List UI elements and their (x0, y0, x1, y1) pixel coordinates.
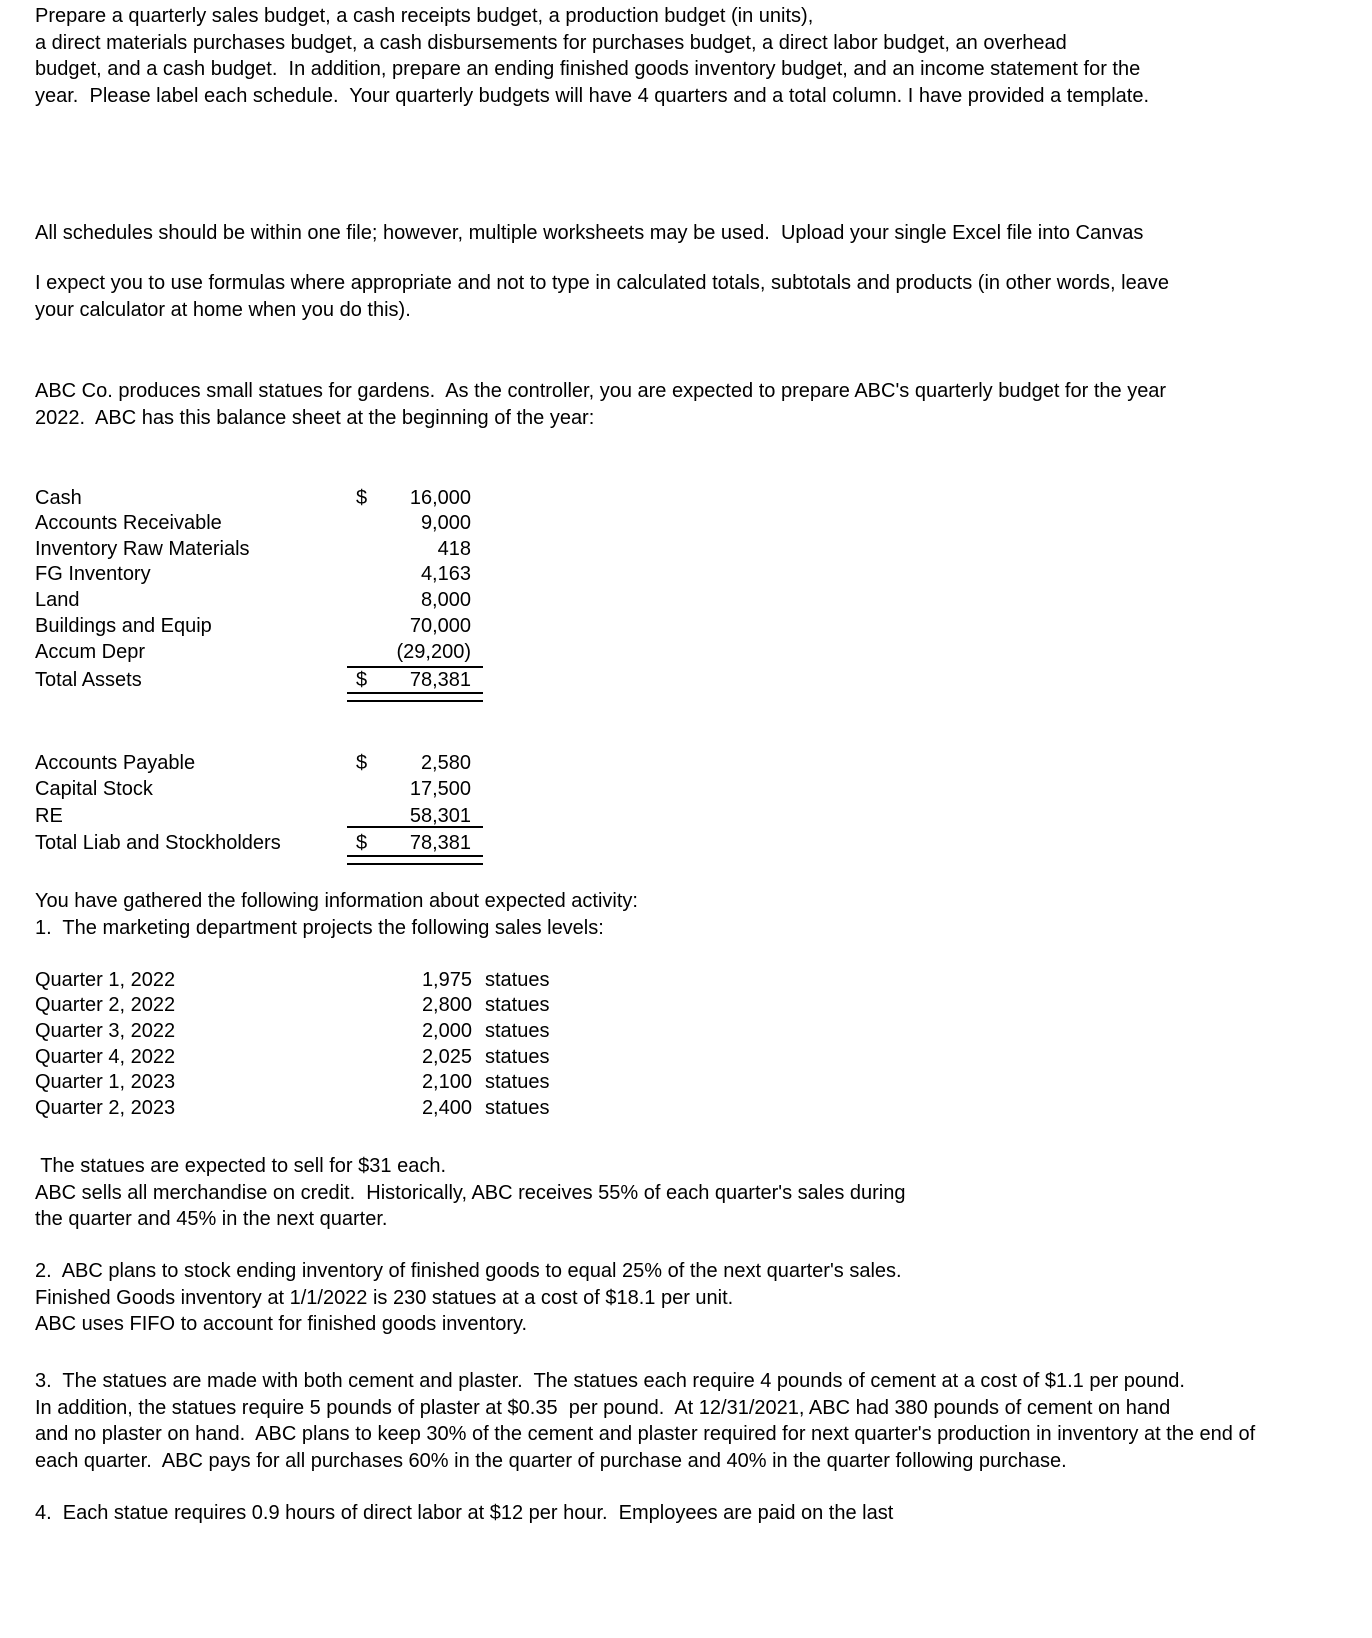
quarter-units-value: 2,000 (421, 1020, 472, 1042)
sales-level-row (0, 992, 1372, 1018)
text-line: each quarter. ABC pays for all purchases 60% in the quarter of purchase and 40% in the quarter following purchase. (35, 1449, 1067, 1472)
account-label: Buildings and Equip (35, 615, 212, 637)
quarter-units-value: 1,975 (421, 969, 472, 991)
quarter-label: Quarter 2, 2022 (35, 994, 176, 1016)
assignment-intro-paragraph (35, 3, 1149, 109)
sales-level-row (0, 1018, 1372, 1044)
sales-terms-paragraph (35, 1153, 906, 1233)
balance-sheet-row (0, 776, 1372, 802)
account-value: 17,500 (409, 778, 471, 800)
text-line: Prepare a quarterly sales budget, a cash receipts budget, a production budget (in units), (35, 5, 814, 27)
text-line: year. Please label each schedule. Your quarterly budgets will have 4 quarters and a total column. I have provided a template. (35, 84, 1150, 107)
account-label: Accounts Payable (35, 752, 196, 774)
quarter-label: Quarter 4, 2022 (35, 1046, 176, 1068)
text-line: 4. Each statue requires 0.9 hours of direct labor at $12 per hour. Employees are paid on the last (35, 1502, 894, 1524)
formula-expectation-note (35, 270, 1169, 323)
account-label: RE (35, 805, 63, 827)
quarter-units-label: statues (485, 1071, 550, 1093)
text-line: I expect you to use formulas where appropriate and not to type in calculated totals, subtotals and products (in other words, leave (35, 272, 1169, 294)
account-value: 70,000 (409, 615, 471, 637)
account-label: Total Assets (35, 669, 142, 691)
text-line: ABC uses FIFO to account for finished goods inventory. (35, 1313, 528, 1335)
text-line: budget, and a cash budget. In addition, prepare an ending finished goods inventory budget, and an income statement for the (35, 58, 1141, 80)
account-label: Capital Stock (35, 778, 153, 800)
balance-sheet-row (0, 639, 1372, 665)
sales-level-row (0, 1069, 1372, 1095)
expected-activity-header (35, 888, 638, 941)
text-line: and no plaster on hand. ABC plans to keep 30% of the cement and plaster required for next quarter's production in inventory at the end of (35, 1423, 1256, 1445)
account-label: Accum Depr (35, 641, 146, 663)
text-line: a direct materials purchases budget, a cash disbursements for purchases budget, a direct labor budget, an overhead (35, 31, 1067, 54)
account-label: Total Liab and Stockholders (35, 832, 281, 854)
balance-sheet-row (0, 536, 1372, 562)
total-double-rule (347, 855, 483, 865)
quarter-units-label: statues (485, 1020, 550, 1042)
currency-symbol: $ (356, 752, 368, 774)
text-line: Finished Goods inventory at 1/1/2022 is 230 statues at a cost of $18.1 per unit. (35, 1286, 734, 1309)
currency-symbol: $ (356, 669, 368, 691)
account-value: 58,301 (409, 805, 471, 827)
quarter-label: Quarter 1, 2023 (35, 1071, 176, 1093)
balance-sheet-row (0, 561, 1372, 587)
file-upload-note (35, 220, 1143, 247)
text-line: 2. ABC plans to stock ending inventory of finished goods to equal 25% of the next quarter's sales. (35, 1260, 902, 1282)
balance-sheet-row (0, 803, 1372, 829)
quarter-label: Quarter 2, 2023 (35, 1097, 176, 1119)
account-value: (29,200) (396, 641, 471, 663)
currency-symbol: $ (356, 487, 368, 509)
balance-sheet-total-row (0, 830, 1372, 856)
company-description (35, 378, 1166, 431)
account-label: Inventory Raw Materials (35, 538, 250, 560)
account-value: 8,000 (420, 589, 471, 611)
quarter-units-label: statues (485, 994, 550, 1016)
quarter-units-value: 2,800 (421, 994, 472, 1016)
text-line: ABC sells all merchandise on credit. Historically, ABC receives 55% of each quarter's sales during (35, 1181, 906, 1204)
text-line: 3. The statues are made with both cement and plaster. The statues each require 4 pounds of cement at a cost of $1.1 per pound. (35, 1370, 1185, 1392)
account-value: 2,580 (420, 752, 471, 774)
account-value: 16,000 (409, 487, 471, 509)
text-line: ABC Co. produces small statues for gardens. As the controller, you are expected to prepare ABC's quarterly budget for the year (35, 380, 1167, 402)
text-line: 1. The marketing department projects the following sales levels: (35, 916, 604, 939)
text-line: 2022. ABC has this balance sheet at the beginning of the year: (35, 406, 595, 429)
quarter-units-label: statues (485, 1097, 550, 1119)
account-label: Accounts Receivable (35, 512, 222, 534)
quarter-units-label: statues (485, 1046, 550, 1068)
balance-sheet-total-row (0, 667, 1372, 693)
balance-sheet-row (0, 750, 1372, 776)
item-2-finished-goods (35, 1258, 902, 1338)
item-3-materials (35, 1368, 1255, 1474)
text-line: your calculator at home when you do this). (35, 298, 411, 321)
subtotal-rule (347, 826, 483, 828)
account-value: 78,381 (409, 832, 471, 854)
text-line: The statues are expected to sell for $31 each. (35, 1155, 446, 1177)
quarter-units-value: 2,100 (421, 1071, 472, 1093)
account-label: Land (35, 589, 80, 611)
text-line: All schedules should be within one file; however, multiple worksheets may be used. Upload your single Excel file into Canvas (35, 222, 1144, 244)
quarter-units-value: 2,400 (421, 1097, 472, 1119)
item-4-direct-labor (35, 1500, 893, 1527)
account-value: 9,000 (420, 512, 471, 534)
currency-symbol: $ (356, 832, 368, 854)
text-line: In addition, the statues require 5 pounds of plaster at $0.35 per pound. At 12/31/2021, ABC had 380 pounds of cement on hand (35, 1396, 1171, 1419)
balance-sheet-row (0, 485, 1372, 511)
quarter-units-value: 2,025 (421, 1046, 472, 1068)
sales-level-row (0, 1044, 1372, 1070)
sales-level-row (0, 967, 1372, 993)
sales-level-row (0, 1095, 1372, 1121)
balance-sheet-row (0, 510, 1372, 536)
account-value: 4,163 (420, 563, 471, 585)
quarter-label: Quarter 1, 2022 (35, 969, 176, 991)
total-double-rule (347, 692, 483, 702)
account-label: Cash (35, 487, 82, 509)
quarter-units-label: statues (485, 969, 550, 991)
balance-sheet-row (0, 613, 1372, 639)
account-value: 78,381 (409, 669, 471, 691)
quarter-label: Quarter 3, 2022 (35, 1020, 176, 1042)
balance-sheet-row (0, 587, 1372, 613)
account-label: FG Inventory (35, 563, 151, 585)
account-value: 418 (437, 538, 471, 560)
text-line: the quarter and 45% in the next quarter. (35, 1208, 388, 1230)
text-line: You have gathered the following information about expected activity: (35, 890, 638, 912)
